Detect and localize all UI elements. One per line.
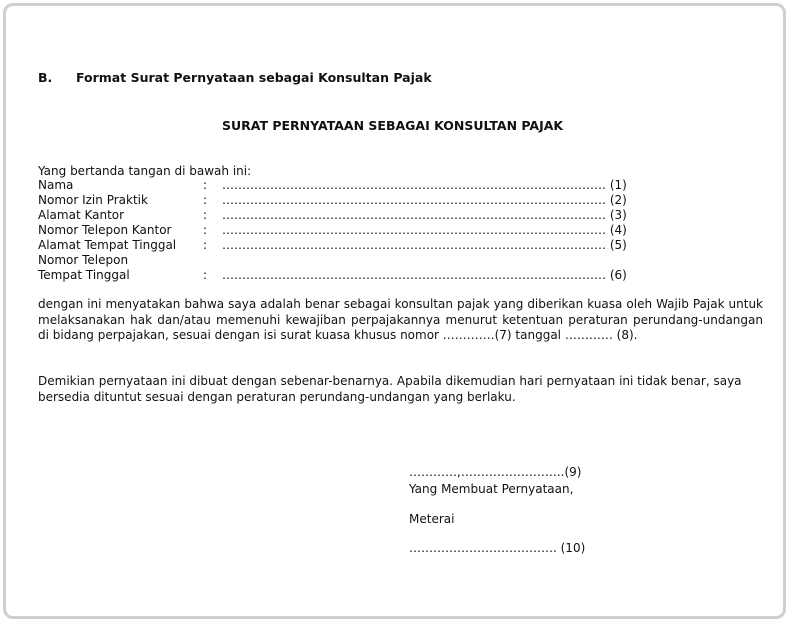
field-colon: : <box>203 268 208 282</box>
field-dots: …………………………………………………………………………………… (3) <box>222 208 627 222</box>
section-letter: B. <box>38 70 53 85</box>
place-date-line: …………,……………………..(9) <box>409 465 582 479</box>
signatory-name-line: ………………………………. (10) <box>409 541 586 555</box>
field-label-tempat-tinggal: Tempat Tinggal <box>38 268 130 282</box>
field-dots: …………………………………………………………………………………… (6) <box>222 268 627 282</box>
field-dots: …………………………………………………………………………………… (2) <box>222 193 627 207</box>
field-label-telepon-kantor: Nomor Telepon Kantor <box>38 223 172 237</box>
document-title: SURAT PERNYATAAN SEBAGAI KONSULTAN PAJAK <box>222 118 564 133</box>
section-title: Format Surat Pernyataan sebagai Konsultan Pajak <box>76 70 432 85</box>
field-label-nama: Nama <box>38 178 74 192</box>
field-dots: …………………………………………………………………………………… (1) <box>222 178 627 192</box>
field-colon: : <box>203 208 208 222</box>
statement-paragraph: dengan ini menyatakan bahwa saya adalah benar sebagai konsultan pajak yang diberikan kuasa oleh Wajib Pajak untuk melaksanakan hak dan/atau memenuhi kewajiban perpajakannya menurut ketentuan peraturan perundang-undangan di bidang perpajakan, sesuai dengan isi surat kuasa khusus nomor ………….(7) tanggal ………… (8). <box>38 297 763 342</box>
field-dots: …………………………………………………………………………………… (4) <box>222 223 627 237</box>
field-label-izin-praktik: Nomor Izin Praktik <box>38 193 148 207</box>
field-dots: …………………………………………………………………………………… (5) <box>222 238 627 252</box>
field-colon: : <box>203 238 208 252</box>
field-label-alamat-tempat-tinggal: Alamat Tempat Tinggal <box>38 238 177 252</box>
field-colon: : <box>203 178 208 192</box>
field-colon: : <box>203 193 208 207</box>
closing-paragraph: Demikian pernyataan ini dibuat dengan sebenar-benarnya. Apabila dikemudian hari pernyataan ini tidak benar, saya bersedia dituntut sesuai dengan peraturan perundang-undangan yang berlaku. <box>38 374 742 404</box>
signatory-label: Yang Membuat Pernyataan, <box>409 482 574 496</box>
field-label-nomor-telepon: Nomor Telepon <box>38 253 129 267</box>
stamp-label: Meterai <box>409 512 455 526</box>
intro-text: Yang bertanda tangan di bawah ini: <box>38 164 252 178</box>
field-colon: : <box>203 223 208 237</box>
field-label-alamat-kantor: Alamat Kantor <box>38 208 125 222</box>
